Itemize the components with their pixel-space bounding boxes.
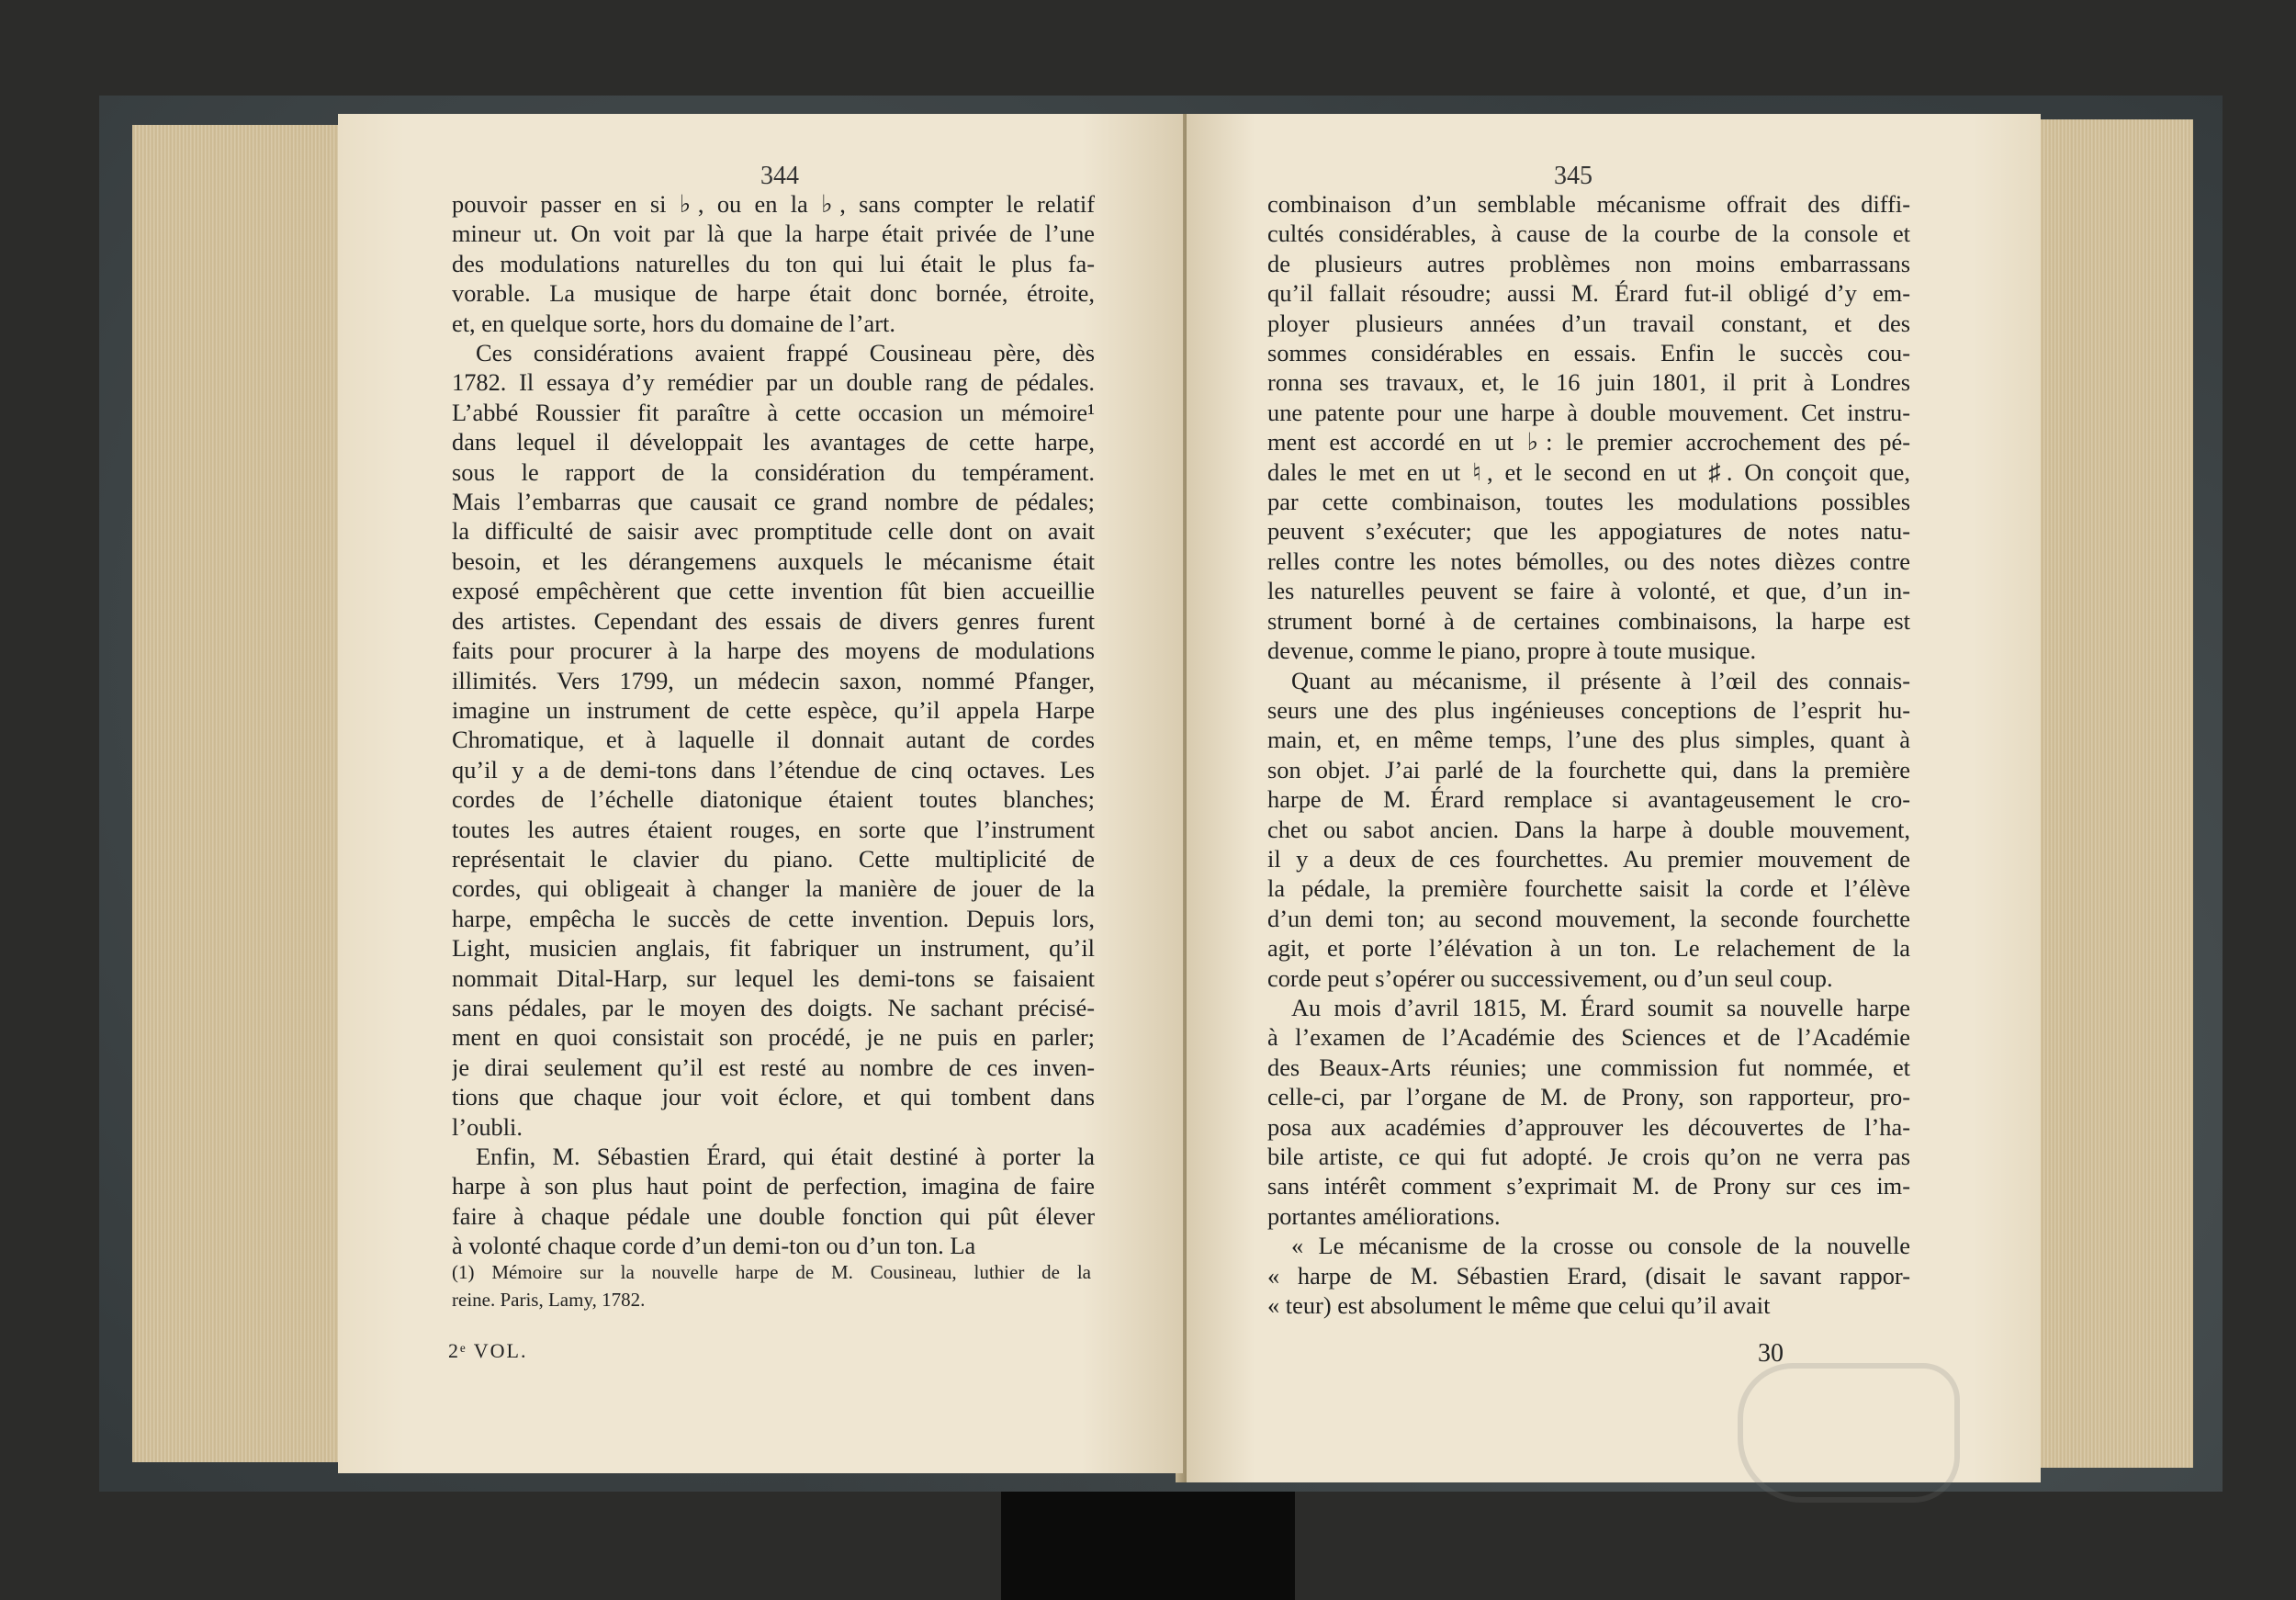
text-line: des Beaux-Arts réunies; une commission fut nommée, et <box>1267 1053 1910 1081</box>
text-line: Ces considérations avaient frappé Cousineau père, dès <box>476 339 1095 367</box>
text-line: vorable. La musique de harpe était donc bornée, étroite, <box>452 279 1095 308</box>
page-number-right: 345 <box>1554 162 1593 190</box>
text-line: devenue, comme le piano, propre à toute musique. <box>1267 637 1757 665</box>
page-edges-right <box>2041 119 2193 1468</box>
text-line: harpe à son plus haut point de perfection, imagina de faire <box>452 1172 1095 1200</box>
text-line: dans lequel il développait les avantages de cette harpe, <box>452 428 1095 456</box>
text-line: tions que chaque jour voit éclore, et qui tombent dans <box>452 1083 1095 1111</box>
text-line: représentait le clavier du piano. Cette multiplicité de <box>452 844 1095 873</box>
text-line: de plusieurs autres problèmes non moins embarrassans <box>1267 249 1910 277</box>
text-line: la difficulté de saisir avec promptitude celle dont on avait <box>452 517 1095 546</box>
right-page <box>1187 114 2041 1482</box>
text-line: faire à chaque pédale une double fonction qui pût élever <box>452 1201 1095 1230</box>
text-line: celle-ci, par l’organe de M. de Prony, son rapporteur, pro- <box>1267 1083 1910 1111</box>
text-line: seurs une des plus ingénieuses conceptions de l’esprit hu- <box>1267 695 1910 724</box>
text-line: agit, et porte l’élévation à un ton. Le relachement de la <box>1267 934 1910 963</box>
text-line: faits pour procurer à la harpe des moyens de modulations <box>452 637 1095 665</box>
text-line: je dirai seulement qu’il est resté au nombre de ces inven- <box>452 1053 1095 1081</box>
text-line: besoin, et les dérangemens auxquels le mécanisme était <box>452 546 1095 575</box>
text-line: Mais l’embarras que causait ce grand nombre de pédales; <box>452 488 1095 516</box>
left-body-text <box>452 189 1095 1261</box>
gathering-signature: 30 <box>1758 1339 1784 1368</box>
text-line: Light, musicien anglais, fit fabriquer un instrument, qu’il <box>452 934 1095 963</box>
text-line: harpe de M. Érard remplace si avantageusement le cro- <box>1267 785 1910 814</box>
text-line: son objet. J’ai parlé de la fourchette qui, dans la première <box>1267 755 1910 783</box>
text-line: d’un demi ton; au second mouvement, la seconde fourchette <box>1267 904 1910 932</box>
text-line: portantes améliorations. <box>1267 1201 1501 1230</box>
text-line: l’oubli. <box>452 1112 523 1141</box>
page-number-left: 344 <box>760 162 799 190</box>
text-line: toutes les autres étaient rouges, en sorte que l’instrument <box>452 815 1095 843</box>
text-line: ronna ses travaux, et, le 16 juin 1801, il prit à Londres <box>1267 368 1910 397</box>
text-line: dales le met en ut ♮, et le second en ut ♯. On conçoit que, <box>1267 457 1910 486</box>
text-line: à l’examen de l’Académie des Sciences et de l’Académie <box>1267 1023 1910 1052</box>
page-edges-left <box>132 125 340 1462</box>
text-line: posa aux académies d’approuver les découvertes de l’ha- <box>1267 1112 1910 1141</box>
text-line: pouvoir passer en si ♭, ou en la ♭, sans compter le relatif <box>452 190 1095 218</box>
footnote-line: reine. Paris, Lamy, 1782. <box>452 1289 646 1311</box>
text-line: « harpe de M. Sébastien Erard, (disait le savant rappor- <box>1267 1261 1910 1290</box>
text-line: mineur ut. On voit par là que la harpe était privée de l’une <box>452 220 1095 248</box>
text-line: Au mois d’avril 1815, M. Érard soumit sa nouvelle harpe <box>1291 993 1910 1021</box>
text-line: et, en quelque sorte, hors du domaine de l’art. <box>452 309 895 337</box>
text-line: nommait Dital-Harp, sur lequel les demi-tons se faisaient <box>452 963 1095 992</box>
right-body-text <box>1267 189 1910 1320</box>
volume-signature: 2ᵉ VOL. <box>448 1339 528 1362</box>
text-line: illimités. Vers 1799, un médecin saxon, nommé Pfanger, <box>452 666 1095 694</box>
text-line: cultés considérables, à cause de la courbe de la console et <box>1267 220 1910 248</box>
text-line: Enfin, M. Sébastien Érard, qui était destiné à porter la <box>476 1143 1095 1170</box>
text-line: cordes de l’échelle diatonique étaient toutes blanches; <box>452 785 1095 814</box>
text-line: bile artiste, ce qui fut adopté. Je crois qu’on ne verra pas <box>1267 1143 1910 1170</box>
text-line: 1782. Il essaya d’y remédier par un double rang de pédales. <box>452 368 1095 397</box>
text-line: ployer plusieurs années d’un travail constant, et des <box>1267 309 1910 337</box>
text-line: sans pédales, par le moyen des doigts. Ne sachant précisé- <box>452 993 1095 1021</box>
text-line: ment est accordé en ut ♭: le premier accrochement des pé- <box>1267 428 1910 456</box>
text-line: « teur) est absolument le même que celui qu’il avait <box>1267 1291 1771 1320</box>
text-line: une patente pour une harpe à double mouvement. Cet instru- <box>1267 398 1910 426</box>
left-page <box>338 114 1183 1473</box>
text-line: strument borné à de certaines combinaisons, la harpe est <box>1267 606 1910 635</box>
text-line: Chromatique, et à laquelle il donnait autant de cordes <box>452 726 1095 754</box>
text-line: combinaison d’un semblable mécanisme offrait des diffi- <box>1267 190 1910 218</box>
footnote-line: (1) Mémoire sur la nouvelle harpe de M. Cousineau, luthier de la <box>452 1261 1091 1283</box>
text-line: sous le rapport de la considération du tempérament. <box>452 457 1095 486</box>
text-line: à volonté chaque corde d’un demi-ton ou d’un ton. La <box>452 1232 976 1260</box>
text-line: par cette combinaison, toutes les modulations possibles <box>1267 488 1910 516</box>
text-line: des artistes. Cependant des essais de divers genres furent <box>452 606 1095 635</box>
text-line: qu’il fallait résoudre; aussi M. Érard fut-il obligé d’y em- <box>1267 279 1910 308</box>
text-line: cordes, qui obligeait à changer la manière de jouer de la <box>452 874 1095 903</box>
text-line: la pédale, la première fourchette saisit la corde et l’élève <box>1267 874 1910 903</box>
text-line: chet ou sabot ancien. Dans la harpe à double mouvement, <box>1267 815 1910 843</box>
text-line: main, et, en même temps, l’une des plus simples, quant à <box>1267 726 1910 754</box>
text-line: relles contre les notes bémolles, ou des notes dièzes contre <box>1267 546 1910 575</box>
text-line: « Le mécanisme de la crosse ou console de la nouvelle <box>1291 1232 1910 1260</box>
text-line: qu’il y a de demi-tons dans l’étendue de cinq octaves. Les <box>452 755 1095 783</box>
text-line: L’abbé Roussier fit paraître à cette occasion un mémoire¹ <box>452 398 1095 426</box>
text-line: sommes considérables en essais. Enfin le succès cou- <box>1267 339 1910 367</box>
text-line: corde peut s’opérer ou successivement, ou d’un seul coup. <box>1267 963 1833 992</box>
text-line: imagine un instrument de cette espèce, qu’il appela Harpe <box>452 695 1095 724</box>
text-line: Quant au mécanisme, il présente à l’œil des connais- <box>1291 666 1910 694</box>
text-line: il y a deux de ces fourchettes. Au premier mouvement de <box>1267 844 1910 873</box>
text-line: sans intérêt comment s’exprimait M. de Prony sur ces im- <box>1267 1172 1910 1200</box>
footnote <box>452 1258 1091 1313</box>
text-line: les naturelles peuvent se faire à volonté, et que, d’un in- <box>1267 577 1910 605</box>
library-stamp <box>1738 1363 1960 1503</box>
text-line: ment en quoi consistait son procédé, je ne puis en parler; <box>452 1023 1095 1052</box>
text-line: exposé empêchèrent que cette invention fût bien accueillie <box>452 577 1095 605</box>
text-line: harpe, empêcha le succès de cette invention. Depuis lors, <box>452 904 1095 932</box>
text-line: des modulations naturelles du ton qui lui était le plus fa- <box>452 249 1095 277</box>
text-line: peuvent s’exécuter; que les appogiatures de notes natu- <box>1267 517 1910 546</box>
